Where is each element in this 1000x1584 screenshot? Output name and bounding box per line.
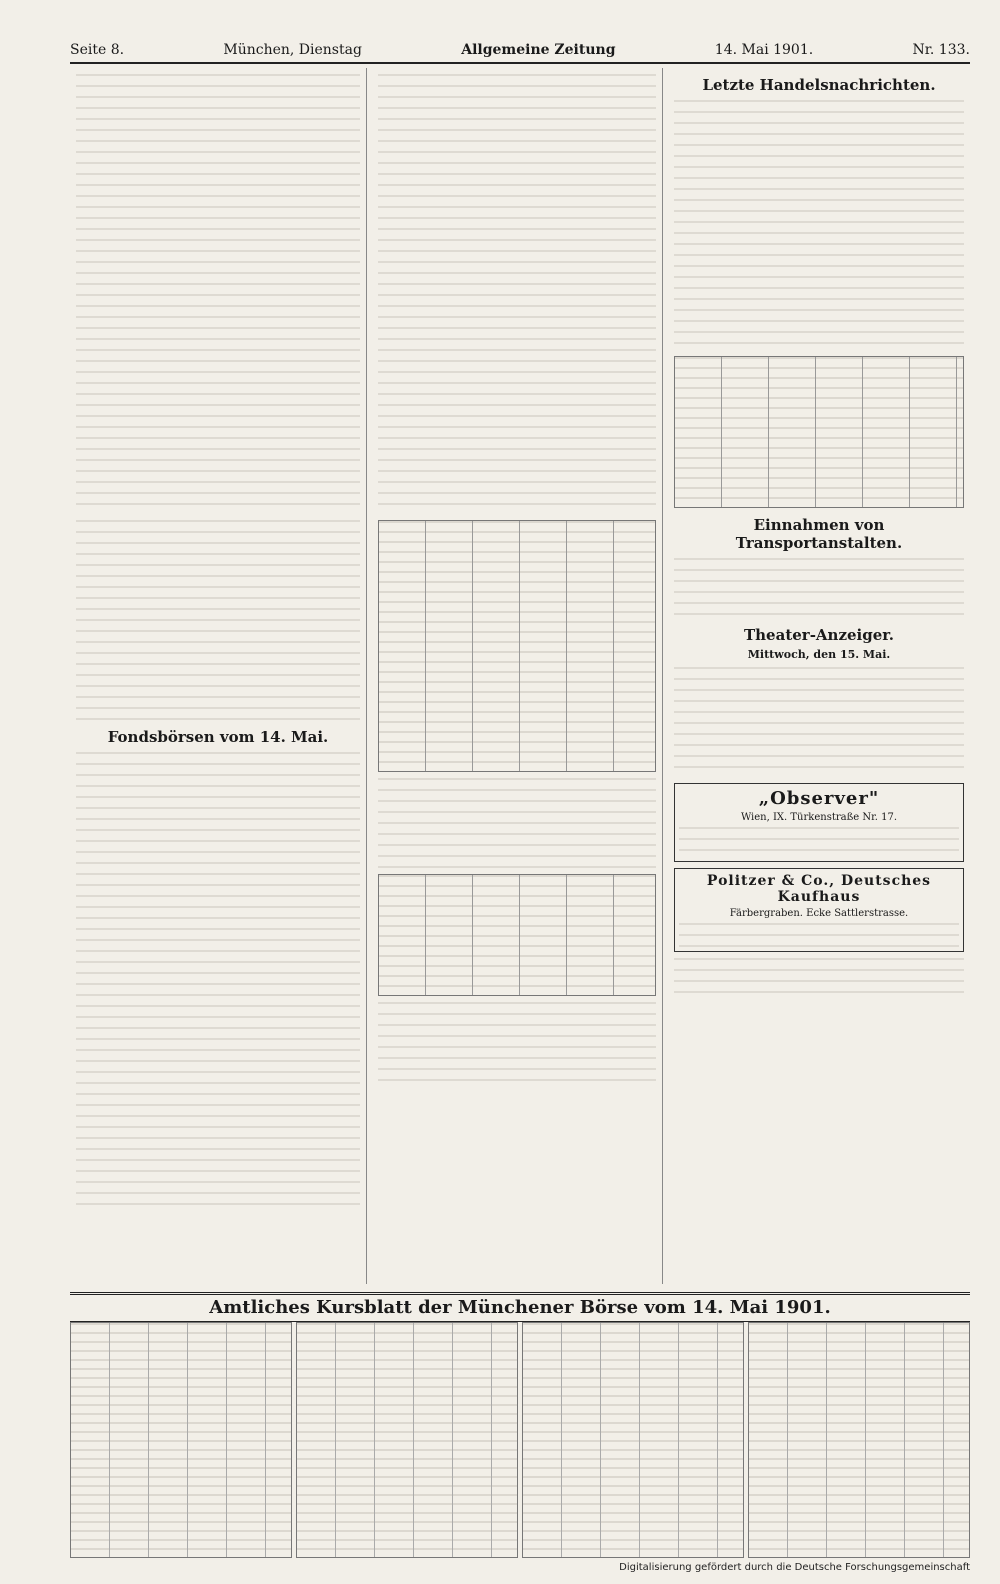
politzer-ad-title: Politzer & Co., Deutsches Kaufhaus [706,873,932,905]
paper-title: Allgemeine Zeitung [461,42,616,58]
masthead [70,38,970,64]
text-block [674,558,964,618]
page-number: Seite 8. [70,42,125,58]
text-block [674,958,964,998]
column-2 [372,68,663,1284]
kursblatt-column [748,1322,970,1558]
price-table [378,874,656,996]
transportanstalten-heading: Einnahmen von Transportanstalten. [735,516,903,552]
fondsboersen-heading: Fondsbörsen vom 14. Mai. [107,728,329,746]
price-table [674,356,964,508]
theater-heading: Theater-Anzeiger. [743,626,894,644]
politzer-ad-line: Färbergraben. Ecke Sattlerstrasse. [729,908,909,919]
text-block [679,923,959,947]
kursblatt-tables [70,1322,970,1558]
text-block [679,827,959,857]
observer-ad-address: Wien, IX. Türkenstraße Nr. 17. [740,812,898,823]
digitization-credit: Digitalisierung gefördert durch die Deutsche Forschungsgemeinschaft [619,1562,970,1573]
text-block [378,1002,656,1082]
observer-ad [674,783,964,862]
column-1 [70,68,367,1284]
text-block [76,520,360,720]
place-day: München, Dienstag [223,42,362,58]
price-table [378,520,656,772]
observer-ad-title: „Observer" [758,788,880,809]
text-block [76,74,360,514]
text-block [674,667,964,777]
text-block [378,778,656,868]
handelsnachrichten-heading: Letzte Handelsnachrichten. [702,76,936,94]
kursblatt-column [296,1322,518,1558]
text-block [674,100,964,350]
kursblatt-title: Amtliches Kursblatt der Münchener Börse vom 14. Mai 1901. [70,1292,970,1322]
kursblatt-column [70,1322,292,1558]
text-block [76,752,360,1212]
issue-date: 14. Mai 1901. [714,42,814,58]
theater-date: Mittwoch, den 15. Mai. [747,648,891,661]
text-block [378,74,656,514]
kursblatt-column [522,1322,744,1558]
column-3 [668,68,970,1284]
issue-number: Nr. 133. [912,42,970,58]
politzer-ad [674,868,964,952]
